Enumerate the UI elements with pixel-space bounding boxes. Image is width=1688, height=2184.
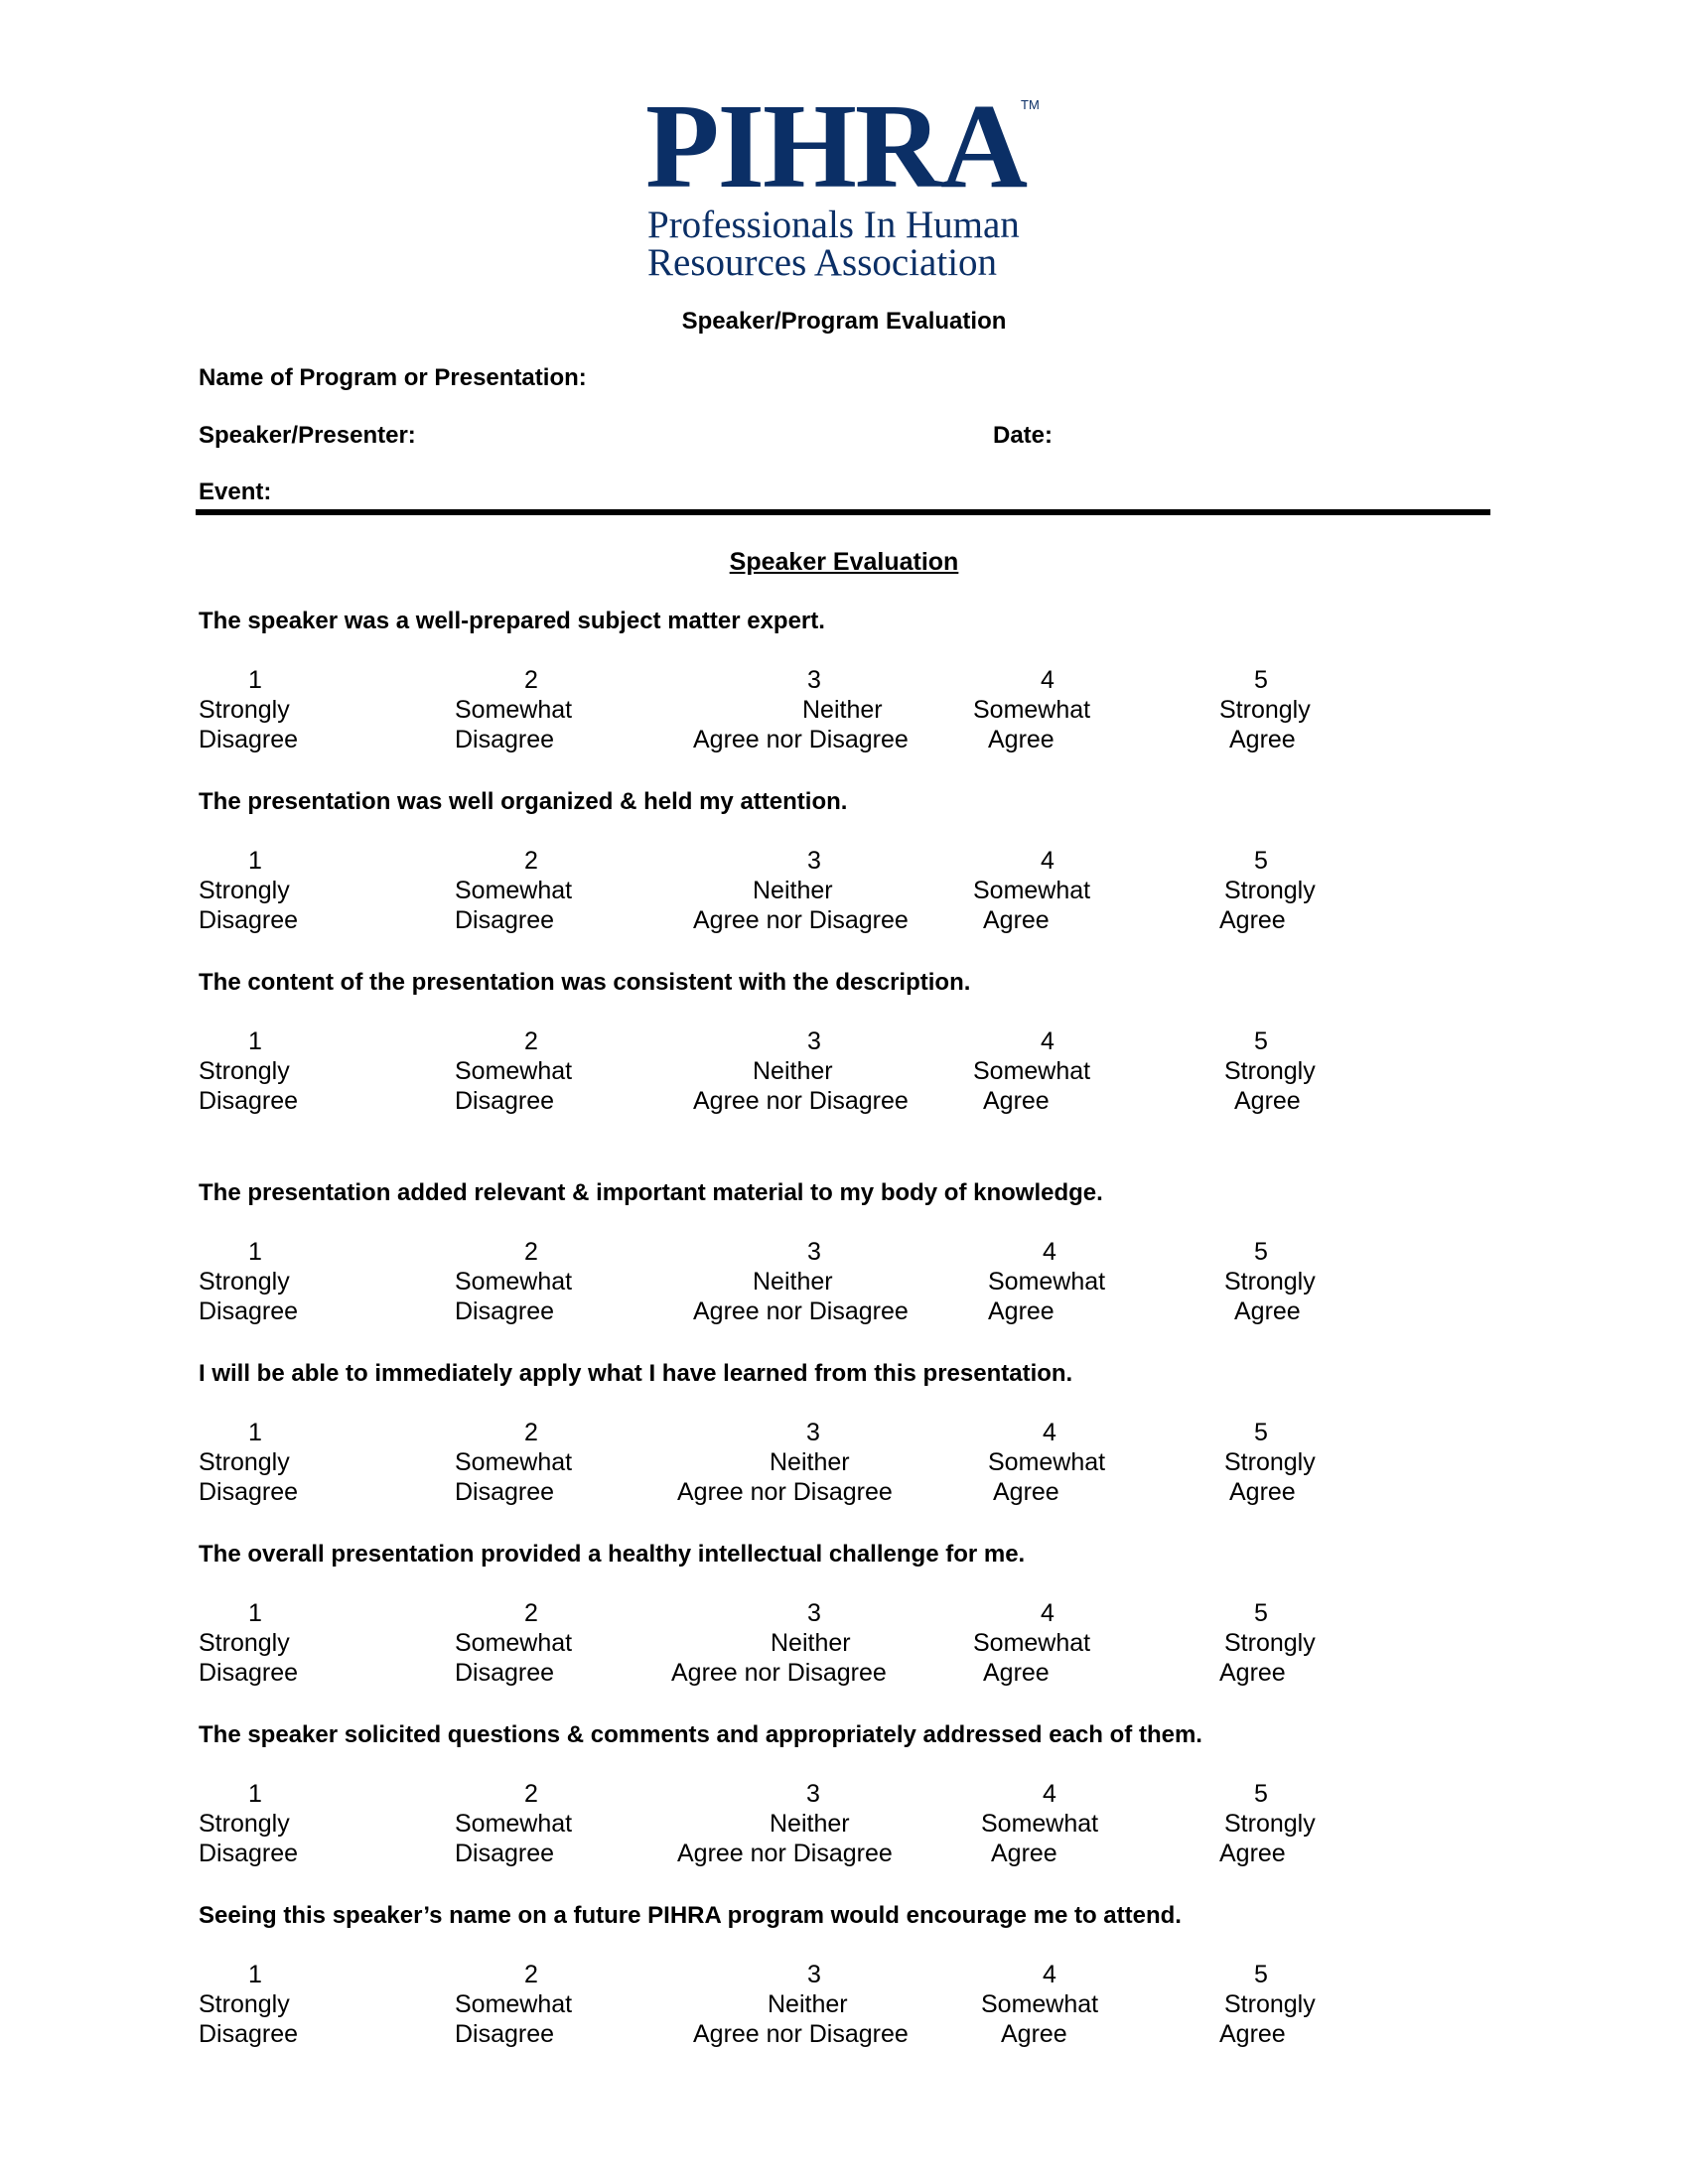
- rating-number: 5: [1254, 666, 1268, 694]
- rating-label-line1: Strongly: [199, 1057, 290, 1085]
- rating-number: 4: [1041, 1027, 1055, 1055]
- rating-label-line2: Agree: [1219, 906, 1286, 934]
- rating-label-line1: Strongly: [1224, 877, 1316, 904]
- rating-number: 1: [248, 1419, 262, 1446]
- logo-subtitle-line1: Professionals In Human: [647, 204, 1020, 246]
- rating-label-line1: Somewhat: [455, 1629, 573, 1657]
- rating-number: 1: [248, 847, 262, 875]
- rating-option-5[interactable]: [1219, 665, 1311, 754]
- rating-option-4[interactable]: [981, 1960, 1098, 2049]
- rating-label-line1: Strongly: [199, 696, 290, 724]
- rating-label-line2: Agree nor Disagree: [693, 1087, 909, 1115]
- rating-label-line1: Strongly: [1219, 696, 1311, 724]
- rating-number: 1: [248, 666, 262, 694]
- rating-option-5[interactable]: [1219, 1960, 1316, 2049]
- rating-option-1[interactable]: [199, 846, 298, 935]
- rating-option-2[interactable]: [455, 1237, 572, 1326]
- rating-label-line2: Disagree: [455, 1297, 555, 1325]
- rating-label-line2: Disagree: [455, 2020, 555, 2048]
- rating-number: 5: [1254, 1419, 1268, 1446]
- rating-number: 1: [248, 1599, 262, 1627]
- rating-scale: [0, 665, 1688, 764]
- rating-number: 4: [1043, 1238, 1056, 1266]
- rating-label-line1: Strongly: [1224, 1990, 1316, 2018]
- rating-number: 5: [1254, 847, 1268, 875]
- rating-option-4[interactable]: [973, 665, 1090, 754]
- rating-option-4[interactable]: [973, 846, 1090, 935]
- rating-label-line2: Agree: [1234, 1087, 1301, 1115]
- rating-label-line2: Disagree: [455, 1087, 555, 1115]
- rating-number: 3: [807, 847, 821, 875]
- rating-label-line2: Disagree: [199, 2020, 299, 2048]
- rating-label-line2: Agree: [988, 1297, 1055, 1325]
- rating-label-line1: Strongly: [199, 1810, 290, 1838]
- rating-label-line1: Strongly: [1224, 1268, 1316, 1296]
- rating-label-line1: Neither: [753, 1057, 833, 1085]
- rating-label-line2: Disagree: [455, 1840, 555, 1867]
- rating-number: 5: [1254, 1599, 1268, 1627]
- rating-option-4[interactable]: [973, 1026, 1090, 1116]
- rating-label-line2: Disagree: [455, 1659, 555, 1687]
- rating-label-line2: Agree: [991, 1840, 1057, 1867]
- rating-option-1[interactable]: [199, 1237, 298, 1326]
- rating-label-line1: Strongly: [199, 1268, 290, 1296]
- rating-label-line2: Agree nor Disagree: [677, 1478, 893, 1506]
- rating-label-line2: Agree: [1219, 1659, 1286, 1687]
- question-text: The presentation was well organized & held my attention.: [199, 788, 848, 815]
- rating-label-line2: Agree nor Disagree: [693, 1297, 909, 1325]
- rating-label-line2: Agree nor Disagree: [693, 906, 909, 934]
- header-divider: [196, 509, 1490, 515]
- rating-number: 2: [524, 666, 538, 694]
- program-name-label: Name of Program or Presentation:: [199, 364, 587, 391]
- rating-number: 4: [1041, 1599, 1055, 1627]
- rating-number: 3: [807, 1238, 821, 1266]
- rating-label-line1: Neither: [802, 696, 883, 724]
- rating-option-3[interactable]: [693, 1026, 909, 1116]
- rating-option-1[interactable]: [199, 1598, 298, 1688]
- rating-scale: [0, 1779, 1688, 1878]
- rating-number: 1: [248, 1961, 262, 1988]
- rating-option-2[interactable]: [455, 1418, 572, 1507]
- rating-label-line1: Somewhat: [973, 1057, 1091, 1085]
- rating-label-line1: Strongly: [1224, 1810, 1316, 1838]
- rating-option-3[interactable]: [693, 665, 909, 754]
- rating-number: 3: [806, 1780, 820, 1808]
- rating-label-line1: Neither: [770, 1810, 850, 1838]
- rating-option-2[interactable]: [455, 665, 572, 754]
- rating-option-5[interactable]: [1219, 846, 1316, 935]
- rating-scale: [0, 1598, 1688, 1698]
- rating-label-line1: Somewhat: [455, 1268, 573, 1296]
- rating-number: 2: [524, 1599, 538, 1627]
- rating-number: 4: [1043, 1419, 1056, 1446]
- rating-label-line1: Neither: [753, 1268, 833, 1296]
- rating-number: 1: [248, 1780, 262, 1808]
- rating-option-4[interactable]: [973, 1598, 1090, 1688]
- rating-label-line2: Agree: [1219, 1840, 1286, 1867]
- rating-label-line2: Agree: [1229, 726, 1296, 753]
- rating-number: 3: [807, 666, 821, 694]
- rating-label-line2: Agree: [1229, 1478, 1296, 1506]
- rating-number: 4: [1041, 666, 1055, 694]
- rating-label-line1: Somewhat: [455, 1810, 573, 1838]
- section-heading: [0, 548, 1688, 577]
- question-text: The content of the presentation was consistent with the description.: [199, 969, 971, 996]
- rating-scale: [0, 1237, 1688, 1336]
- question-text: I will be able to immediately apply what I have learned from this presentation.: [199, 1360, 1073, 1387]
- rating-option-2[interactable]: [455, 1960, 572, 2049]
- rating-scale: [0, 1418, 1688, 1517]
- rating-label-line1: Neither: [770, 1448, 850, 1476]
- rating-label-line1: Somewhat: [981, 1990, 1099, 2018]
- rating-number: 4: [1043, 1780, 1056, 1808]
- form-title: Speaker/Program Evaluation: [681, 308, 1007, 335]
- rating-number: 4: [1043, 1961, 1056, 1988]
- rating-label-line1: Neither: [753, 877, 833, 904]
- rating-label-line2: Agree nor Disagree: [677, 1840, 893, 1867]
- rating-option-5[interactable]: [1219, 1598, 1316, 1688]
- rating-option-5[interactable]: [1219, 1779, 1316, 1868]
- rating-label-line2: Agree: [983, 1087, 1050, 1115]
- rating-option-1[interactable]: [199, 1026, 298, 1116]
- rating-option-1[interactable]: [199, 1960, 298, 2049]
- rating-option-3[interactable]: [693, 1960, 909, 2049]
- rating-label-line2: Disagree: [199, 1087, 299, 1115]
- question-text: The overall presentation provided a healthy intellectual challenge for me.: [199, 1541, 1026, 1568]
- rating-label-line1: Somewhat: [973, 877, 1091, 904]
- rating-label-line2: Agree: [983, 1659, 1050, 1687]
- rating-number: 2: [524, 1238, 538, 1266]
- rating-label-line1: Somewhat: [973, 1629, 1091, 1657]
- rating-label-line2: Agree: [1234, 1297, 1301, 1325]
- event-label: Event:: [199, 478, 272, 505]
- rating-label-line1: Strongly: [199, 1990, 290, 2018]
- rating-label-line1: Somewhat: [981, 1810, 1099, 1838]
- pihra-logo: [645, 79, 1062, 290]
- rating-label-line2: Disagree: [199, 1478, 299, 1506]
- rating-label-line1: Strongly: [1224, 1057, 1316, 1085]
- rating-option-2[interactable]: [455, 1026, 572, 1116]
- rating-number: 2: [524, 1419, 538, 1446]
- rating-option-5[interactable]: [1219, 1418, 1316, 1507]
- rating-label-line1: Somewhat: [988, 1448, 1106, 1476]
- rating-label-line2: Disagree: [455, 1478, 555, 1506]
- rating-label-line1: Strongly: [1224, 1629, 1316, 1657]
- speaker-label: Speaker/Presenter:: [199, 422, 416, 449]
- rating-option-2[interactable]: [455, 1598, 572, 1688]
- rating-number: 4: [1041, 847, 1055, 875]
- rating-number: 2: [524, 1780, 538, 1808]
- rating-number: 2: [524, 1961, 538, 1988]
- rating-option-2[interactable]: [455, 846, 572, 935]
- rating-label-line1: Somewhat: [455, 1057, 573, 1085]
- rating-option-1[interactable]: [199, 1779, 298, 1868]
- rating-number: 1: [248, 1238, 262, 1266]
- rating-option-5[interactable]: [1219, 1237, 1316, 1326]
- rating-label-line2: Agree nor Disagree: [693, 2020, 909, 2048]
- rating-number: 3: [807, 1599, 821, 1627]
- date-label: Date:: [993, 422, 1054, 449]
- section-heading-text: Speaker Evaluation: [729, 548, 959, 576]
- rating-option-1[interactable]: [199, 665, 298, 754]
- rating-number: 2: [524, 1027, 538, 1055]
- rating-number: 3: [807, 1027, 821, 1055]
- rating-number: 5: [1254, 1780, 1268, 1808]
- rating-label-line1: Somewhat: [455, 1448, 573, 1476]
- rating-label-line2: Disagree: [199, 726, 299, 753]
- rating-label-line2: Disagree: [199, 1659, 299, 1687]
- question-text: The speaker solicited questions & comments and appropriately addressed each of them.: [199, 1721, 1202, 1748]
- rating-option-4[interactable]: [988, 1237, 1105, 1326]
- rating-option-3[interactable]: [671, 1598, 887, 1688]
- rating-label-line1: Somewhat: [455, 877, 573, 904]
- rating-label-line2: Agree: [1001, 2020, 1067, 2048]
- rating-label-line2: Agree: [983, 906, 1050, 934]
- rating-label-line1: Strongly: [199, 1629, 290, 1657]
- rating-label-line1: Somewhat: [455, 696, 573, 724]
- rating-option-4[interactable]: [981, 1779, 1098, 1868]
- rating-option-3[interactable]: [693, 1237, 909, 1326]
- rating-label-line1: Strongly: [1224, 1448, 1316, 1476]
- rating-label-line1: Strongly: [199, 877, 290, 904]
- rating-label-line2: Agree: [1219, 2020, 1286, 2048]
- rating-number: 5: [1254, 1027, 1268, 1055]
- rating-label-line1: Somewhat: [988, 1268, 1106, 1296]
- rating-label-line2: Agree nor Disagree: [693, 726, 909, 753]
- rating-label-line1: Somewhat: [973, 696, 1091, 724]
- rating-number: 5: [1254, 1961, 1268, 1988]
- rating-label-line2: Disagree: [199, 906, 299, 934]
- rating-scale: [0, 1026, 1688, 1126]
- rating-option-3[interactable]: [677, 1418, 893, 1507]
- rating-number: 2: [524, 847, 538, 875]
- rating-label-line2: Agree: [988, 726, 1055, 753]
- rating-label-line1: Somewhat: [455, 1990, 573, 2018]
- question-text: The presentation added relevant & important material to my body of knowledge.: [199, 1179, 1103, 1206]
- rating-number: 3: [807, 1961, 821, 1988]
- logo-subtitle-line2: Resources Association: [647, 241, 998, 284]
- rating-option-5[interactable]: [1219, 1026, 1316, 1116]
- rating-label-line1: Neither: [768, 1990, 848, 2018]
- rating-option-2[interactable]: [455, 1779, 572, 1868]
- rating-option-3[interactable]: [677, 1779, 893, 1868]
- rating-label-line2: Disagree: [455, 906, 555, 934]
- trademark-symbol: TM: [1021, 97, 1040, 112]
- rating-option-4[interactable]: [988, 1418, 1105, 1507]
- rating-label-line1: Neither: [771, 1629, 851, 1657]
- rating-number: 1: [248, 1027, 262, 1055]
- rating-label-line2: Disagree: [199, 1297, 299, 1325]
- rating-number: 3: [806, 1419, 820, 1446]
- question-text: The speaker was a well-prepared subject matter expert.: [199, 608, 825, 634]
- rating-scale: [0, 846, 1688, 945]
- logo-wordmark: PIHRA: [645, 79, 1027, 213]
- question-text: Seeing this speaker’s name on a future PIHRA program would encourage me to attend.: [199, 1902, 1182, 1929]
- rating-number: 5: [1254, 1238, 1268, 1266]
- rating-label-line2: Disagree: [455, 726, 555, 753]
- rating-option-1[interactable]: [199, 1418, 298, 1507]
- rating-option-3[interactable]: [693, 846, 909, 935]
- rating-label-line2: Agree: [993, 1478, 1059, 1506]
- rating-label-line2: Agree nor Disagree: [671, 1659, 887, 1687]
- rating-label-line2: Disagree: [199, 1840, 299, 1867]
- rating-label-line1: Strongly: [199, 1448, 290, 1476]
- rating-scale: [0, 1960, 1688, 2059]
